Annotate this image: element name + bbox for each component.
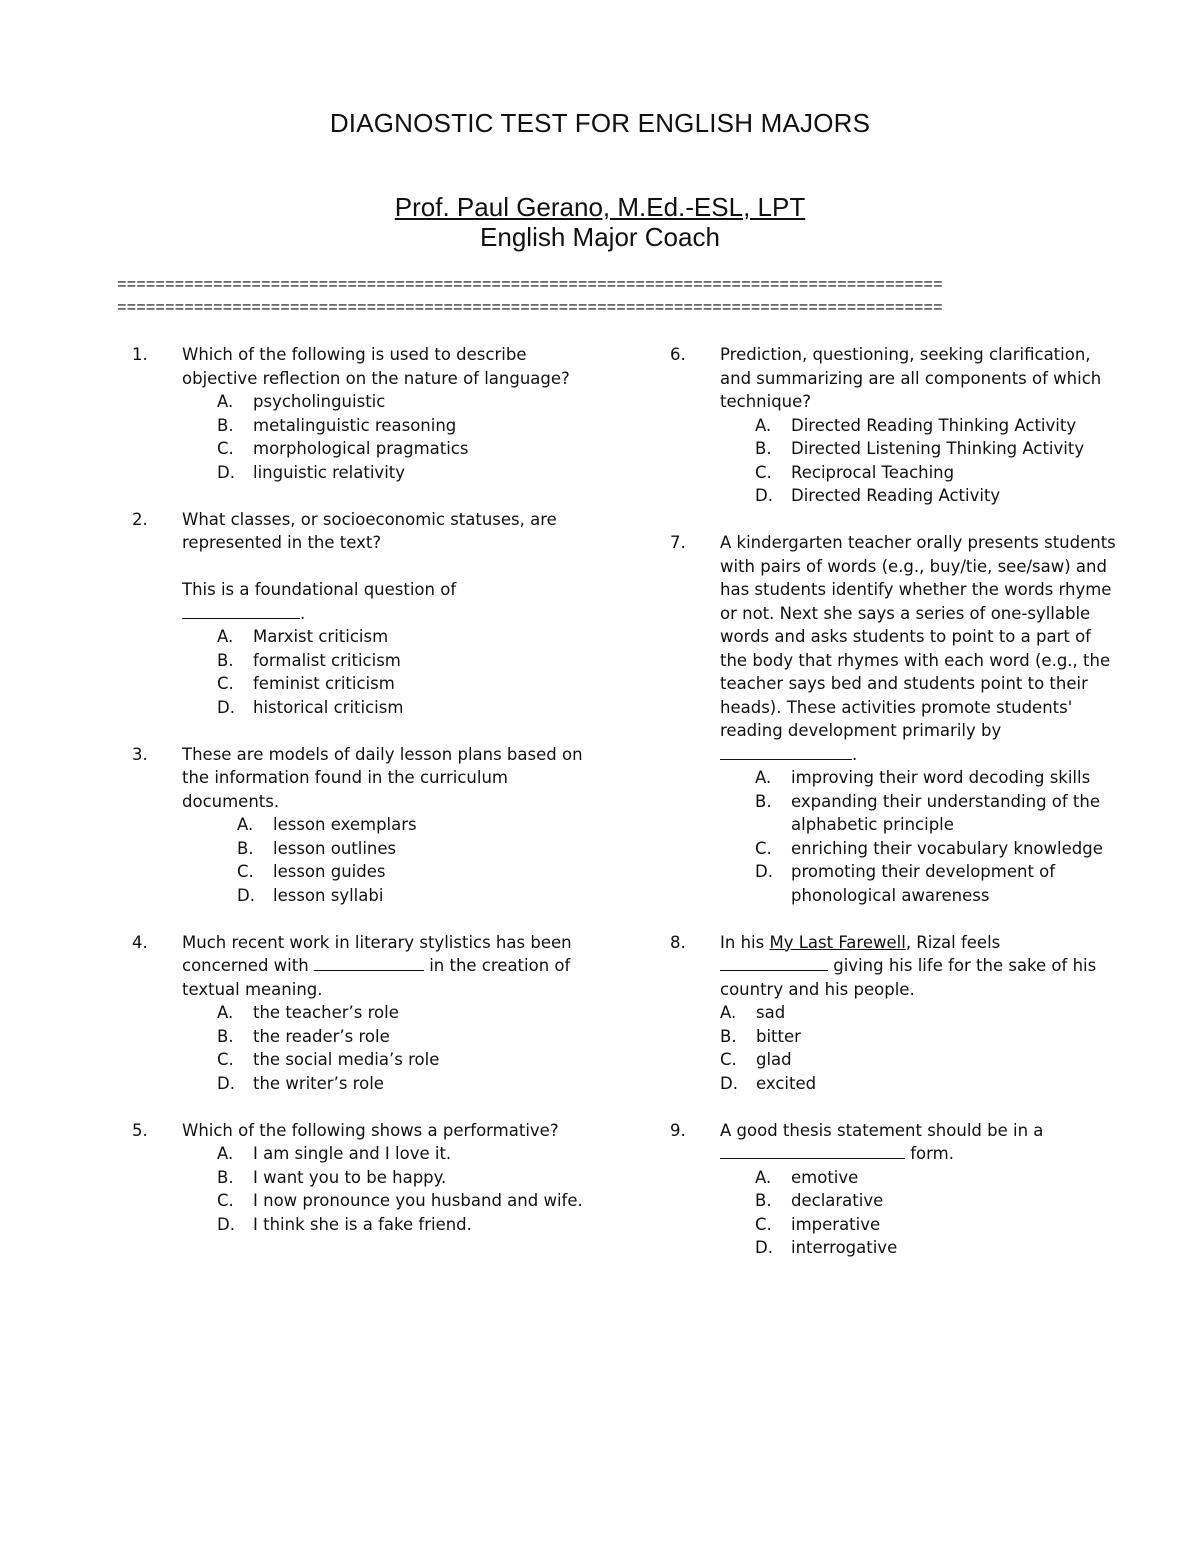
answer-blank bbox=[720, 956, 828, 971]
option-a bbox=[217, 1142, 592, 1166]
option-b bbox=[217, 1025, 592, 1049]
option-letter: D. bbox=[755, 862, 773, 881]
option-text: the social media’s role bbox=[253, 1050, 440, 1069]
right-column bbox=[670, 343, 1120, 1283]
left-column bbox=[132, 343, 592, 1260]
option-a bbox=[217, 1001, 592, 1025]
option-b bbox=[755, 790, 1120, 837]
question-1 bbox=[132, 343, 592, 484]
separator-rule-bottom: ====================================================================================== bbox=[117, 299, 943, 317]
option-letter: A. bbox=[217, 1144, 234, 1163]
question-prompt: This is a foundational question of bbox=[182, 580, 457, 599]
option-letter: C. bbox=[720, 1050, 737, 1069]
option-letter: A. bbox=[720, 1003, 737, 1022]
option-letter: B. bbox=[755, 1191, 772, 1210]
question-number: 6. bbox=[670, 345, 686, 364]
options-list bbox=[217, 1001, 592, 1095]
option-text: lesson syllabi bbox=[273, 885, 384, 905]
option-text: sad bbox=[756, 1003, 786, 1022]
options-list bbox=[720, 1001, 1120, 1095]
option-a bbox=[237, 813, 592, 837]
option-letter: A. bbox=[217, 392, 234, 411]
option-letter: B. bbox=[755, 439, 772, 458]
option-text: excited bbox=[756, 1073, 817, 1093]
option-text: lesson exemplars bbox=[273, 815, 417, 834]
answer-blank bbox=[720, 745, 852, 760]
option-text: Reciprocal Teaching bbox=[791, 462, 955, 482]
option-letter: A. bbox=[755, 415, 772, 435]
option-b bbox=[217, 1166, 592, 1190]
option-letter: D. bbox=[217, 697, 235, 717]
question-text: What classes, or socioeconomic statuses, are represented in the text? bbox=[182, 509, 557, 552]
option-text: declarative bbox=[791, 1191, 884, 1210]
question-text bbox=[720, 1119, 1120, 1166]
answer-blank bbox=[182, 604, 300, 619]
question-number: 7. bbox=[670, 533, 686, 552]
option-text: bitter bbox=[756, 1026, 801, 1046]
option-text: historical criticism bbox=[253, 697, 404, 717]
question-text-mid: , Rizal feels bbox=[905, 932, 1001, 952]
question-number: 4. bbox=[132, 932, 148, 952]
option-a bbox=[755, 414, 1120, 438]
option-text: Directed Listening Thinking Activity bbox=[791, 439, 1085, 458]
question-text bbox=[182, 931, 592, 1002]
option-text: morphological pragmatics bbox=[253, 439, 469, 458]
option-letter: A. bbox=[755, 1167, 772, 1187]
option-letter: C. bbox=[755, 1214, 772, 1234]
option-text: lesson outlines bbox=[273, 838, 397, 858]
option-a bbox=[755, 1166, 1120, 1190]
author-name: Prof. Paul Gerano, M.Ed.-ESL, LPT bbox=[394, 192, 806, 222]
option-c bbox=[217, 1189, 592, 1213]
option-text: interrogative bbox=[791, 1238, 898, 1257]
option-d bbox=[237, 884, 592, 908]
option-letter: C. bbox=[217, 439, 234, 458]
option-c bbox=[237, 860, 592, 884]
option-text: the writer’s role bbox=[253, 1073, 384, 1093]
question-text: These are models of daily lesson plans based on the information found in the curriculum documents. bbox=[182, 744, 583, 811]
option-d bbox=[217, 1213, 592, 1237]
option-letter: B. bbox=[720, 1026, 737, 1046]
question-6 bbox=[670, 343, 1120, 508]
option-text: expanding their understanding of the alphabetic principle bbox=[791, 791, 1101, 834]
option-letter: B. bbox=[755, 791, 772, 811]
question-7 bbox=[670, 531, 1120, 907]
option-d bbox=[755, 1236, 1120, 1260]
option-text: glad bbox=[756, 1050, 792, 1069]
question-9 bbox=[670, 1119, 1120, 1260]
option-letter: A. bbox=[217, 627, 234, 646]
question-text-body: A kindergarten teacher orally presents students with pairs of words (e.g., buy/tie, see/saw) and has students identify whether the words rhyme or not. Next she says a series of one-syllable words and asks students to point to a part of the body that rhymes with each word (e.g., the teacher says bed and students point to their heads). These activities promote students' reading development primarily by bbox=[720, 533, 1116, 740]
option-letter: A. bbox=[217, 1003, 234, 1022]
punctuation: . bbox=[300, 603, 306, 623]
option-text: the teacher’s role bbox=[253, 1003, 399, 1022]
option-text: I want you to be happy. bbox=[253, 1167, 447, 1187]
answer-blank bbox=[720, 1144, 905, 1159]
option-letter: B. bbox=[217, 415, 234, 435]
option-c bbox=[755, 837, 1120, 861]
options-list bbox=[755, 1166, 1120, 1260]
question-text-continued bbox=[182, 578, 592, 625]
option-letter: A. bbox=[237, 815, 254, 834]
option-text: linguistic relativity bbox=[253, 462, 406, 482]
question-number: 3. bbox=[132, 744, 148, 764]
option-letter: C. bbox=[217, 1050, 234, 1069]
option-b bbox=[217, 649, 592, 673]
option-c bbox=[755, 1213, 1120, 1237]
option-c bbox=[217, 672, 592, 696]
separator-rule-top: ====================================================================================== bbox=[117, 276, 943, 294]
option-letter: D. bbox=[217, 1073, 235, 1093]
option-letter: C. bbox=[217, 1191, 234, 1210]
option-d bbox=[755, 484, 1120, 508]
question-5 bbox=[132, 1119, 592, 1237]
question-number: 5. bbox=[132, 1120, 148, 1140]
option-letter: D. bbox=[755, 486, 773, 505]
option-c bbox=[720, 1048, 1120, 1072]
option-text: imperative bbox=[791, 1214, 881, 1234]
option-letter: D. bbox=[720, 1073, 738, 1093]
option-text: feminist criticism bbox=[253, 674, 395, 693]
option-c bbox=[755, 461, 1120, 485]
spacer bbox=[132, 555, 592, 579]
option-b bbox=[755, 1189, 1120, 1213]
question-8 bbox=[670, 931, 1120, 1096]
option-letter: B. bbox=[217, 1026, 234, 1046]
option-letter: D. bbox=[217, 462, 235, 482]
document-title: DIAGNOSTIC TEST FOR ENGLISH MAJORS bbox=[329, 108, 871, 138]
options-list bbox=[217, 625, 592, 719]
option-text: lesson guides bbox=[273, 862, 386, 881]
question-number: 1. bbox=[132, 345, 148, 364]
option-text: Marxist criticism bbox=[253, 627, 389, 646]
option-text: enriching their vocabulary knowledge bbox=[791, 838, 1103, 858]
option-b bbox=[237, 837, 592, 861]
option-text: I think she is a fake friend. bbox=[253, 1214, 472, 1234]
option-d bbox=[755, 860, 1120, 907]
question-text-start: Much recent work in literary stylistics has been concerned with bbox=[182, 932, 572, 975]
option-d bbox=[217, 696, 592, 720]
answer-blank bbox=[314, 956, 424, 971]
options-list bbox=[217, 1142, 592, 1236]
option-text: I am single and I love it. bbox=[253, 1144, 452, 1163]
option-letter: D. bbox=[755, 1238, 773, 1257]
question-3 bbox=[132, 743, 592, 908]
option-text: formalist criticism bbox=[253, 650, 401, 670]
question-text: Which of the following is used to describe objective reflection on the nature of language? bbox=[182, 345, 570, 388]
question-text-start: In his bbox=[720, 932, 765, 952]
option-c bbox=[217, 1048, 592, 1072]
question-4 bbox=[132, 931, 592, 1096]
author-role: English Major Coach bbox=[480, 222, 720, 252]
poem-title: My Last Farewell bbox=[769, 932, 906, 952]
option-d bbox=[217, 461, 592, 485]
option-a bbox=[755, 766, 1120, 790]
question-2 bbox=[132, 508, 592, 720]
option-letter: C. bbox=[217, 674, 234, 693]
question-text-end: giving his life for the sake of his country and his people. bbox=[720, 956, 1097, 999]
punctuation: . bbox=[852, 744, 858, 764]
option-a bbox=[217, 390, 592, 414]
question-number: 9. bbox=[670, 1120, 686, 1140]
question-text-start: A good thesis statement should be in a bbox=[720, 1120, 1044, 1140]
option-text: metalinguistic reasoning bbox=[253, 415, 457, 435]
option-text: Directed Reading Activity bbox=[791, 486, 1001, 505]
option-b bbox=[755, 437, 1120, 461]
question-number: 2. bbox=[132, 509, 148, 529]
option-letter: C. bbox=[755, 838, 772, 858]
option-a bbox=[720, 1001, 1120, 1025]
option-letter: B. bbox=[237, 838, 254, 858]
option-d bbox=[720, 1072, 1120, 1096]
option-letter: B. bbox=[217, 650, 234, 670]
option-letter: C. bbox=[755, 462, 772, 482]
option-d bbox=[217, 1072, 592, 1096]
question-number: 8. bbox=[670, 932, 686, 952]
option-text: psycholinguistic bbox=[253, 392, 386, 411]
option-letter: D. bbox=[217, 1214, 235, 1234]
options-list bbox=[755, 414, 1120, 508]
question-text bbox=[720, 931, 1120, 1002]
option-letter: A. bbox=[755, 768, 772, 787]
option-c bbox=[217, 437, 592, 461]
option-letter: C. bbox=[237, 862, 254, 881]
option-text: the reader’s role bbox=[253, 1026, 390, 1046]
option-text: improving their word decoding skills bbox=[791, 768, 1091, 787]
question-text-end: form. bbox=[910, 1144, 954, 1163]
option-b bbox=[720, 1025, 1120, 1049]
option-b bbox=[217, 414, 592, 438]
option-text: emotive bbox=[791, 1167, 859, 1187]
option-text: promoting their development of phonological awareness bbox=[791, 862, 1056, 905]
option-text: Directed Reading Thinking Activity bbox=[791, 415, 1077, 435]
option-a bbox=[217, 625, 592, 649]
question-text: Which of the following shows a performative? bbox=[182, 1120, 559, 1140]
options-list bbox=[217, 390, 592, 484]
question-text-end: in the creation of textual meaning. bbox=[182, 956, 571, 999]
question-text: Prediction, questioning, seeking clarification, and summarizing are all components of which technique? bbox=[720, 345, 1102, 411]
option-text: I now pronounce you husband and wife. bbox=[253, 1191, 583, 1210]
options-list bbox=[237, 813, 592, 907]
question-text bbox=[720, 531, 1120, 766]
option-letter: B. bbox=[217, 1167, 234, 1187]
option-letter: D. bbox=[237, 885, 255, 905]
options-list bbox=[755, 766, 1120, 907]
